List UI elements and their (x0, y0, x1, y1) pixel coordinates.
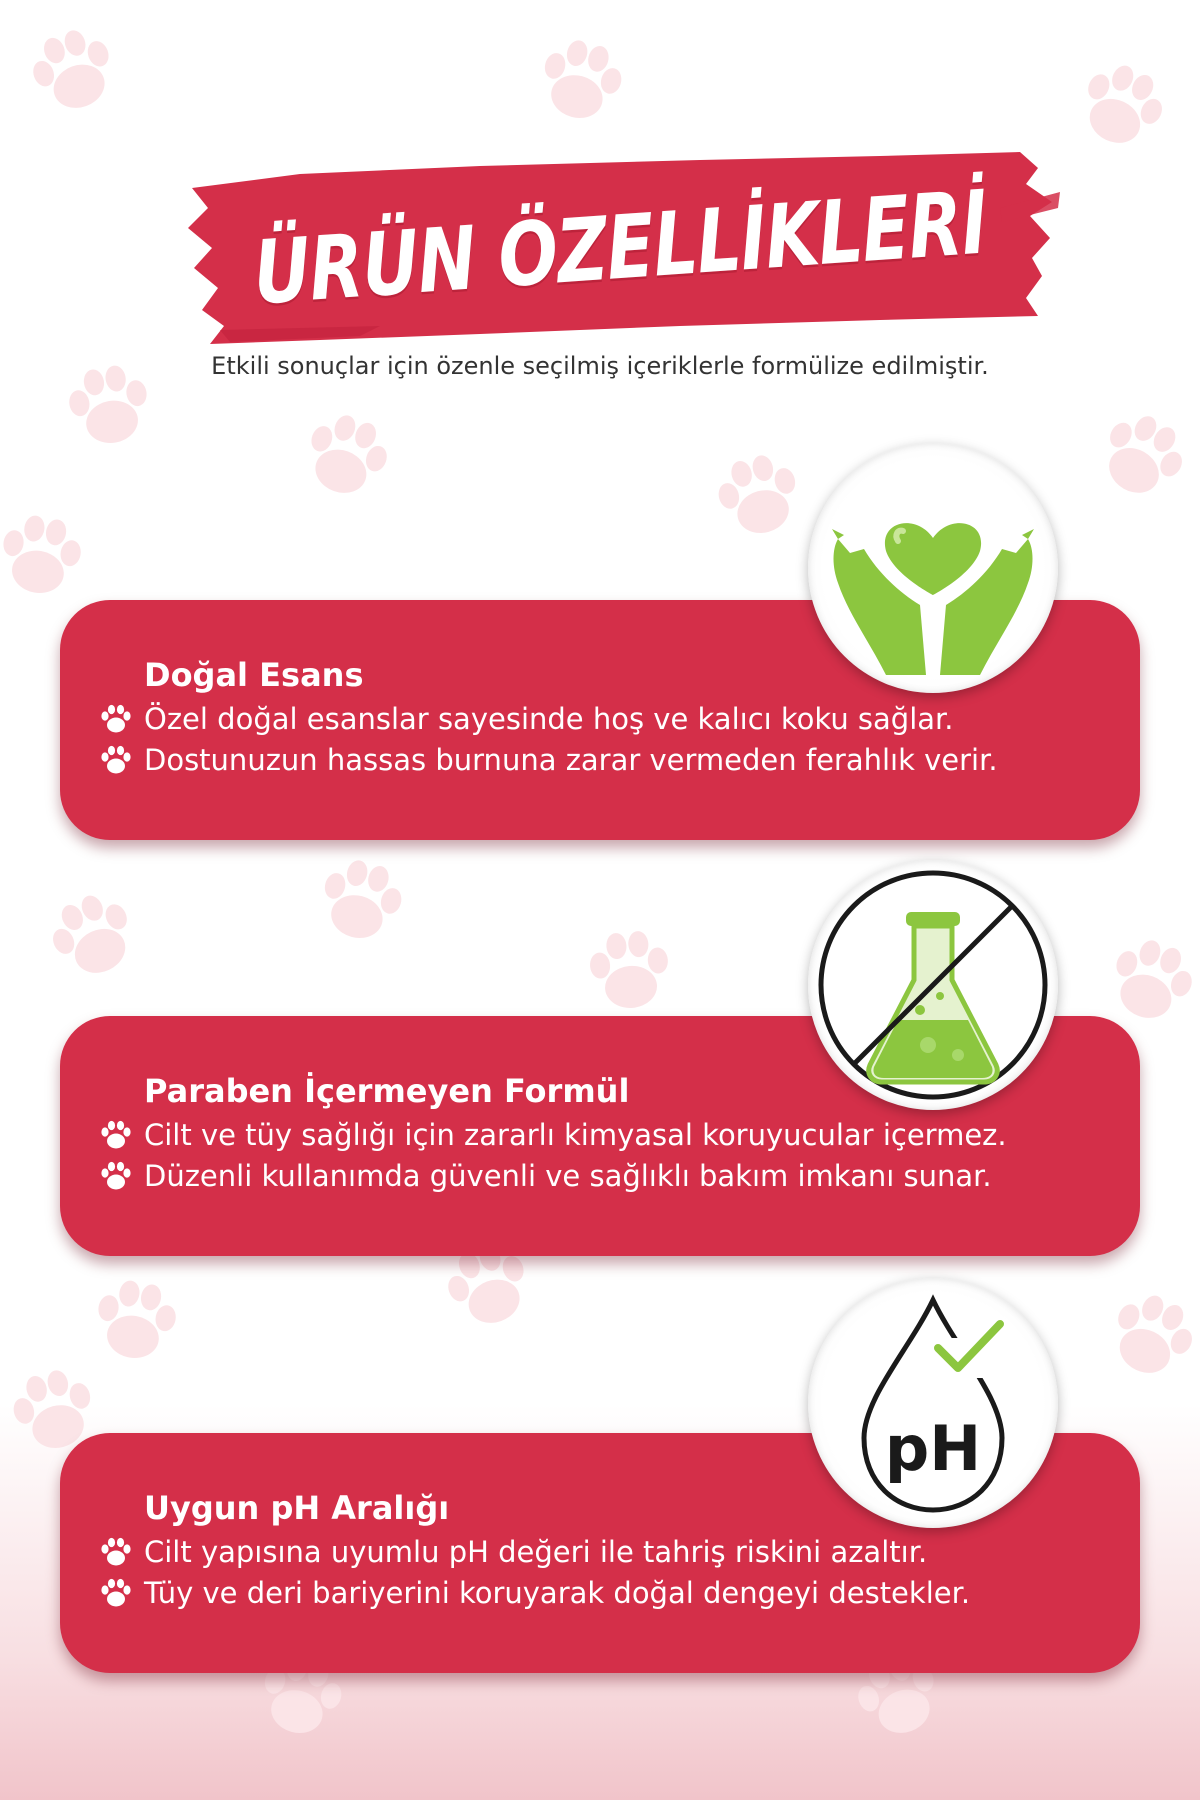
bullet-text: Cilt ve tüy sağlığı için zararlı kimyasal koruyucular içermez. (144, 1117, 1007, 1152)
paw-bullet-icon (98, 1534, 134, 1570)
heart-hands-icon (808, 443, 1058, 693)
feature-bullet-list (98, 698, 998, 780)
paw-bullet-icon (98, 742, 134, 778)
feature-bullet-list (98, 1531, 970, 1613)
list-item (98, 1155, 1007, 1196)
feature-title: Uygun pH Aralığı (144, 1489, 450, 1527)
feature-bullet-list (98, 1114, 1007, 1196)
feature-title: Paraben İçermeyen Formül (144, 1072, 630, 1110)
paw-bullet-icon (98, 1158, 134, 1194)
bullet-text: Düzenli kullanımda güvenli ve sağlıklı bakım imkanı sunar. (144, 1158, 992, 1193)
list-item (98, 1531, 970, 1572)
list-item (98, 1114, 1007, 1155)
feature-title: Doğal Esans (144, 656, 364, 694)
list-item (98, 1572, 970, 1613)
bullet-text: Cilt yapısına uyumlu pH değeri ile tahriş riskini azaltır. (144, 1534, 928, 1569)
paw-bullet-icon (98, 1575, 134, 1611)
ph-label: pH (884, 1412, 982, 1485)
paw-bullet-icon (98, 701, 134, 737)
list-item (98, 739, 998, 780)
page-title: ÜRÜN ÖZELLİKLERİ (250, 171, 990, 325)
no-chemical-flask-icon (808, 860, 1058, 1110)
list-item (98, 698, 998, 739)
ph-drop-icon (808, 1278, 1058, 1528)
paw-bullet-icon (98, 1117, 134, 1153)
bullet-text: Tüy ve deri bariyerini koruyarak doğal dengeyi destekler. (144, 1575, 971, 1610)
title-banner (180, 148, 1060, 348)
bullet-text: Dostunuzun hassas burnuna zarar vermeden ferahlık verir. (144, 742, 998, 777)
bullet-text: Özel doğal esanslar sayesinde hoş ve kalıcı koku sağlar. (144, 701, 954, 736)
page-subtitle: Etkili sonuçlar için özenle seçilmiş içeriklerle formülize edilmiştir. (211, 352, 989, 380)
